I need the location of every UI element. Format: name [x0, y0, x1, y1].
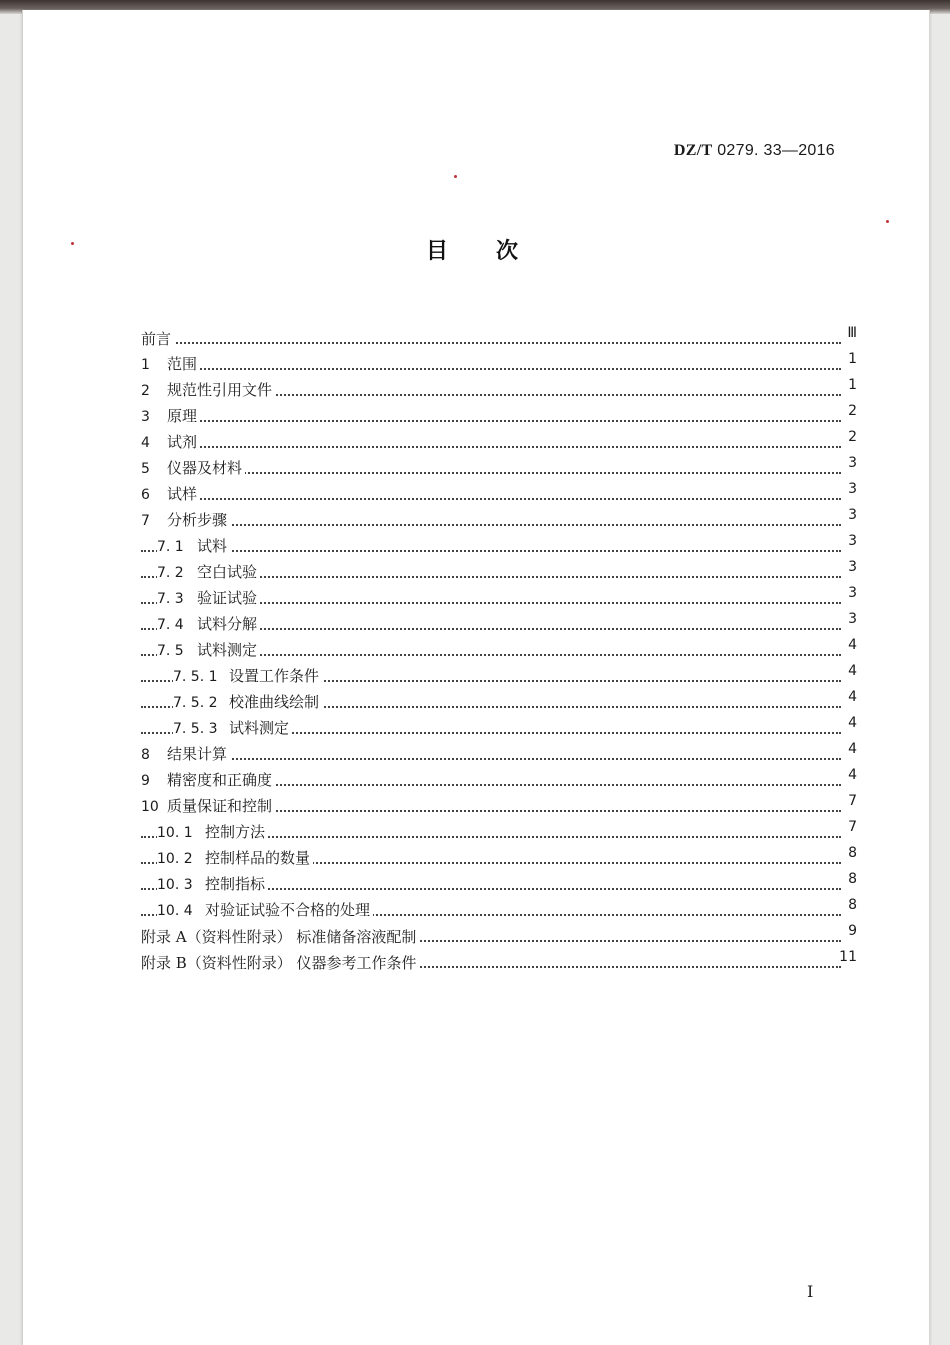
- page-folio: I: [807, 1282, 814, 1301]
- standard-code-number: 0279. 33—2016: [717, 142, 835, 159]
- toc-entry-label: [157, 875, 268, 894]
- toc-entry-page: 7: [845, 792, 857, 810]
- toc-entry: [141, 322, 857, 348]
- toc-entry-page: 3: [845, 454, 857, 472]
- toc-leader-dots: [141, 504, 841, 526]
- toc-entry: [141, 816, 857, 842]
- standard-code: [674, 142, 835, 160]
- toc-entry-text: 控制方法: [205, 823, 266, 841]
- toc-entry: [141, 400, 857, 426]
- toc-entry-text: 验证试验: [197, 589, 258, 607]
- toc-entry-text: 试料测定: [197, 641, 258, 659]
- toc-entry-page: Ⅲ: [844, 324, 857, 342]
- toc-entry-page: 2: [845, 402, 857, 420]
- toc-entry-number: 1: [141, 357, 150, 373]
- toc-entry: [141, 478, 857, 504]
- toc-entry-text: 结果计算: [167, 745, 228, 763]
- toc-entry-page: 11: [836, 948, 857, 966]
- toc-entry: [141, 712, 857, 738]
- toc-entry-label: [173, 719, 292, 738]
- toc-entry-page: 3: [845, 610, 857, 628]
- toc-entry-text: 前言: [141, 330, 172, 348]
- toc-entry-text: 控制样品的数量: [205, 849, 311, 867]
- toc-entry-label: [173, 667, 322, 686]
- toc-entry-page: 7: [845, 818, 857, 836]
- toc-entry-number: 7. 5. 1: [173, 669, 218, 685]
- toc-entry: [141, 764, 857, 790]
- toc-entry-label: [141, 745, 230, 764]
- toc-leader-dots: [141, 738, 841, 760]
- toc-entry: [141, 920, 857, 946]
- toc-entry-label: [157, 563, 260, 582]
- toc-entry-label: [157, 589, 260, 608]
- toc-entry-text: 控制指标: [205, 875, 266, 893]
- toc-entry-number: 10. 4: [157, 903, 193, 919]
- toc-entry-page: 8: [845, 896, 857, 914]
- toc-entry-text: 规范性引用文件: [167, 381, 273, 399]
- toc-entry-label: [141, 433, 200, 452]
- toc-entry-page: 3: [845, 558, 857, 576]
- toc-entry-label: [141, 355, 200, 374]
- toc-entry-text: 试料: [197, 537, 228, 555]
- toc-entry: [141, 660, 857, 686]
- toc-entry-text: 试样: [167, 485, 198, 503]
- toc-entry-text: 附录 B（资料性附录） 仪器参考工作条件: [141, 954, 417, 972]
- toc-entry-label: [157, 901, 373, 920]
- toc-entry-label: [141, 381, 275, 400]
- toc-entry-page: 1: [845, 350, 857, 368]
- toc-entry-number: 7. 3: [157, 591, 184, 607]
- table-of-contents: [141, 322, 857, 972]
- toc-entry-label: [141, 954, 420, 972]
- toc-leader-dots: [141, 530, 841, 552]
- toc-entry-label: [141, 928, 419, 946]
- toc-entry-text: 空白试验: [197, 563, 258, 581]
- toc-entry-text: 原理: [167, 407, 198, 425]
- toc-entry-label: [141, 511, 230, 530]
- toc-entry-page: 8: [845, 870, 857, 888]
- toc-entry-number: 2: [141, 383, 150, 399]
- toc-entry-page: 4: [845, 636, 857, 654]
- toc-entry-label: [141, 407, 200, 426]
- toc-entry-page: 8: [845, 844, 857, 862]
- toc-entry: [141, 348, 857, 374]
- toc-entry-page: 9: [845, 922, 857, 940]
- page-title: 目次: [426, 239, 567, 264]
- toc-leader-dots: [141, 452, 841, 474]
- toc-entry-page: 4: [845, 662, 857, 680]
- toc-entry-label: [141, 330, 174, 348]
- toc-entry-text: 校准曲线绘制: [229, 693, 320, 711]
- toc-entry: [141, 738, 857, 764]
- toc-entry-page: 3: [845, 480, 857, 498]
- toc-leader-dots: [141, 426, 841, 448]
- toc-entry-label: [141, 797, 275, 816]
- toc-entry: [141, 530, 857, 556]
- toc-entry-label: [157, 823, 268, 842]
- toc-entry-number: 7. 5. 2: [173, 695, 218, 711]
- toc-entry-number: 7. 2: [157, 565, 184, 581]
- toc-entry-number: 5: [141, 461, 150, 477]
- toc-entry: [141, 634, 857, 660]
- toc-entry-text: 试料分解: [197, 615, 258, 633]
- toc-entry-page: 3: [845, 506, 857, 524]
- toc-entry-number: 8: [141, 747, 150, 763]
- scan-speck: [886, 220, 889, 223]
- toc-entry-number: 7. 1: [157, 539, 184, 555]
- toc-entry-page: 4: [845, 688, 857, 706]
- toc-entry-text: 附录 A（资料性附录） 标准储备溶液配制: [141, 928, 417, 946]
- toc-entry-number: 7: [141, 513, 150, 529]
- toc-entry-number: 10. 2: [157, 851, 193, 867]
- toc-entry-label: [157, 615, 260, 634]
- toc-entry-label: [141, 459, 245, 478]
- toc-entry: [141, 582, 857, 608]
- toc-entry-page: 4: [845, 740, 857, 758]
- toc-entry-number: 6: [141, 487, 150, 503]
- document-page: [22, 10, 930, 1345]
- toc-leader-dots: [141, 400, 841, 422]
- toc-entry-page: 3: [845, 532, 857, 550]
- toc-entry-number: 7. 4: [157, 617, 184, 633]
- toc-entry-number: 3: [141, 409, 150, 425]
- toc-entry-text: 仪器及材料: [167, 459, 243, 477]
- toc-entry-number: 10. 1: [157, 825, 193, 841]
- toc-entry: [141, 426, 857, 452]
- toc-entry-number: 4: [141, 435, 150, 451]
- toc-entry: [141, 374, 857, 400]
- toc-entry-number: 10: [141, 799, 159, 815]
- toc-entry-number: 9: [141, 773, 150, 789]
- toc-entry: [141, 556, 857, 582]
- toc-entry-page: 4: [845, 766, 857, 784]
- toc-entry-page: 1: [845, 376, 857, 394]
- toc-leader-dots: [141, 322, 841, 344]
- toc-leader-dots: [141, 348, 841, 370]
- toc-entry: [141, 608, 857, 634]
- toc-entry-text: 精密度和正确度: [167, 771, 273, 789]
- toc-entry: [141, 868, 857, 894]
- toc-entry-text: 分析步骤: [167, 511, 228, 529]
- toc-entry-text: 设置工作条件: [229, 667, 320, 685]
- standard-code-prefix: DZ/T: [673, 142, 713, 159]
- toc-entry-label: [157, 849, 313, 868]
- toc-entry: [141, 504, 857, 530]
- toc-entry: [141, 686, 857, 712]
- toc-entry-text: 质量保证和控制: [167, 797, 273, 815]
- toc-entry-text: 试剂: [167, 433, 198, 451]
- scan-speck: [71, 242, 74, 245]
- toc-entry-number: 10. 3: [157, 877, 193, 893]
- toc-leader-dots: [141, 478, 841, 500]
- toc-entry-text: 范围: [167, 355, 198, 373]
- toc-entry-page: 2: [845, 428, 857, 446]
- toc-entry-text: 对验证试验不合格的处理: [205, 901, 371, 919]
- toc-entry-text: 试料测定: [229, 719, 290, 737]
- toc-entry-page: 4: [845, 714, 857, 732]
- toc-entry: [141, 452, 857, 478]
- toc-entry-number: 7. 5. 3: [173, 721, 218, 737]
- toc-entry-label: [141, 485, 200, 504]
- toc-entry: [141, 842, 857, 868]
- toc-entry: [141, 894, 857, 920]
- toc-entry-page: 3: [845, 584, 857, 602]
- toc-entry-label: [157, 537, 230, 556]
- toc-entry: [141, 946, 857, 972]
- toc-entry-label: [173, 693, 322, 712]
- scan-speck: [454, 175, 457, 178]
- toc-entry-label: [157, 641, 260, 660]
- toc-entry-label: [141, 771, 275, 790]
- toc-entry-number: 7. 5: [157, 643, 184, 659]
- toc-entry: [141, 790, 857, 816]
